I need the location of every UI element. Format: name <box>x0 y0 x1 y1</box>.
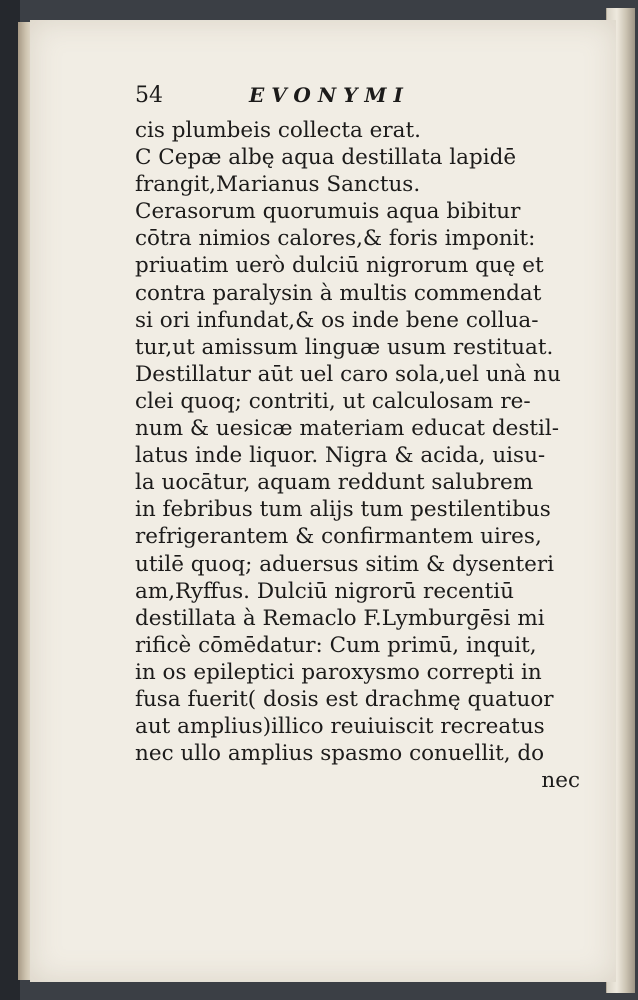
catchword: nec <box>541 768 580 794</box>
running-head: EVONYMI <box>249 83 410 107</box>
text-line: nec ullo amplius spasmo conuellit, do <box>135 741 545 767</box>
page-header <box>135 83 590 117</box>
text-line: Destillatur aūt uel caro sola,uel unà nu <box>135 361 561 387</box>
text-line: refrigerantem & confirmantem uires, <box>135 524 542 550</box>
text-line: cōtra nimios calores,& foris imponit: <box>135 226 536 252</box>
text-line: si ori infundat,& os inde bene collua- <box>135 307 539 333</box>
text-line: tur,ut amissum linguæ usum restituat. <box>135 334 554 360</box>
text-line: C Cepæ albę aqua destillata lapidē <box>135 145 517 171</box>
text-line: priuatim uerò dulciū nigrorum quę et <box>135 253 544 279</box>
text-line: latus inde liquor. Nigra & acida, uisu- <box>135 443 546 469</box>
text-line: Cerasorum quorumuis aqua bibitur <box>135 199 521 225</box>
text-line: clei quoq; contriti, ut calculosam re- <box>135 388 531 414</box>
text-line: destillata à Remaclo F.Lymburgēsi mi <box>135 605 545 631</box>
text-line: in febribus tum alijs tum pestilentibus <box>135 497 551 523</box>
text-line: cis plumbeis collecta erat. <box>135 118 421 143</box>
text-line: in os epileptici paroxysmo correpti in <box>135 659 542 685</box>
text-line: rificè cōmēdatur: Cum primū, inquit, <box>135 632 537 658</box>
text-line: frangit,Marianus Sanctus. <box>135 172 421 198</box>
text-line: num & uesicæ materiam educat destil- <box>135 416 560 442</box>
background-left <box>0 0 20 1000</box>
text-line: aut amplius)illico reuiuiscit recreatus <box>135 714 545 740</box>
page-number: 54 <box>135 83 163 108</box>
text-line: fusa fuerit( dosis est drachmę quatuor <box>135 686 554 712</box>
text-block <box>135 83 590 794</box>
text-line: utilē quoq; aduersus sitim & dysenteri <box>135 551 555 577</box>
text-line: la uocātur, aquam reddunt salubrem <box>135 470 534 496</box>
text-line: am,Ryffus. Dulciū nigrorū recentiū <box>135 578 515 604</box>
text-line: contra paralysin à multis commendat <box>135 280 542 306</box>
